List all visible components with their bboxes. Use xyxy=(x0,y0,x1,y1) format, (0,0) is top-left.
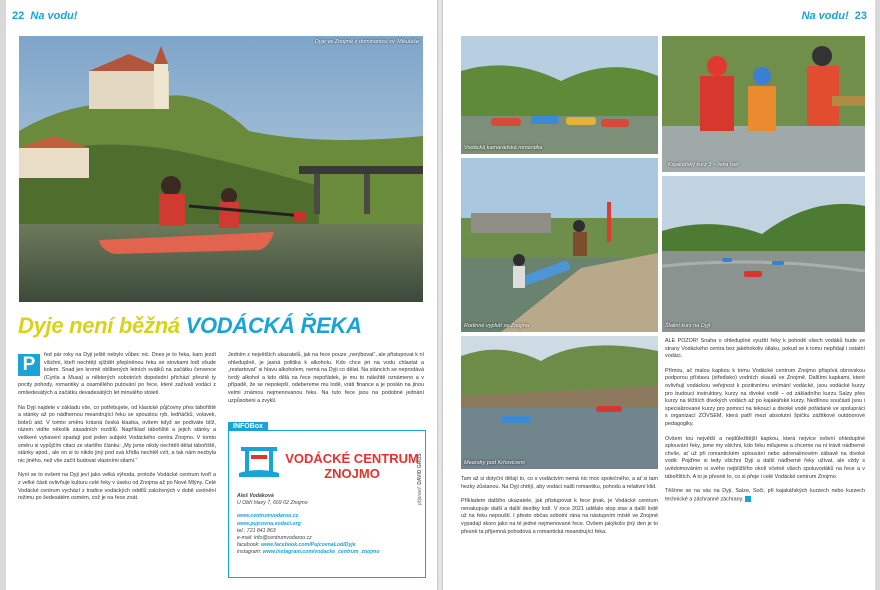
facebook-link[interactable]: www.facebook.com/PujcovnaLodiDyje xyxy=(260,542,356,549)
author-credit xyxy=(417,453,423,505)
contact-name: Aleš Vodáková xyxy=(237,493,274,499)
right-page-header xyxy=(802,10,867,22)
paragraph: ALE POZOR! Snaha o ohleduplné využití řeky k pohodě všech vodáků bude ze strany Vodáckého centra bez jakéhokoliv útlaku, pokud se k tomu nepřidají i ostatní vodáci. xyxy=(665,338,865,360)
end-mark-icon xyxy=(745,496,751,502)
headline-part1: Dyje není běžná xyxy=(18,313,180,338)
web-link-2[interactable]: www.pujcovna.vodaci.org xyxy=(237,520,301,527)
paragraph: Na Dyji najdete v základu vše, co potřebujete, od klasické půjčovny přes tábořiště a stánky až po nádhernou meandrující řeku se spoustou ryb, ledňáčků, volavek, bobrů atd. V tomto směru krásná česká klasika, ovšem když se podíváte blíž, rázem vidíte několik zásadních rozdílů. Například tábořiště a jejich stánky a veškeré vybavení spadají pod jeden subjekt Vodáckého centra Znojmo. V tomto směru si vypůjčím citaci ze startího článku: „My jsme nikdy nechtěli dělat tábořiště, stánky apod., ale on si to nikdo jiný pod svá křídla nechtěl vzít, a tak nám nezbyla nic jiného, než vše začít budovat vlastními silami.“ xyxy=(18,404,216,464)
web-link-1[interactable]: www.centrumvodaroo.cz xyxy=(237,513,299,520)
photo-family-launch xyxy=(461,158,658,332)
photo3-caption: Rodinné vyplutí ze Znojma xyxy=(464,323,530,329)
paragraph: Ovšem tou největší a nejdůležitější kapkou, která nejvíce ovlivní ohleduplné splouvání řeky, jsme my všichni, kdo řeku milujeme a chceme na ní trávit nádherné chvíle, ať už při romantickém splouvání nebo adrenalinovém zábavě na divoké vodě. Pojďme si tedy všichni Dyji a další nádherné řeky užívat, ale vždy s uvědomováním si svého nejbližšího okolí včetně všech spoluvodáků na řece a v tábořištích. A to je přesně to, co si přeje i celé Vodácké centrum Znojmo. xyxy=(665,435,865,480)
right-page xyxy=(443,0,875,590)
hero-caption: Dyje ve Znojmě s dominantou sv. Mikuláše xyxy=(314,39,419,45)
credit-label: připravil: xyxy=(417,486,423,505)
paragraph: Tam až si dotyční dělají to, co s vodáctvím nemá nic moc společného, a ať si tam hezky zůstanou. Na Dyji chtějí, aby vodáci našli romantiku, pohodu a relativní klid. xyxy=(461,476,658,490)
left-page-header xyxy=(12,10,77,22)
right-column-2 xyxy=(665,338,865,511)
contact-phone: tel.: 721 841 863 xyxy=(237,527,276,534)
left-page xyxy=(6,0,437,590)
photo5-caption: Meandry pod Krhovicemi xyxy=(464,460,525,466)
left-page-number: 22 xyxy=(12,10,25,22)
instagram-link[interactable]: www.instagram.com/vodacke_centrum_znojmo xyxy=(262,549,380,556)
paragraph: Těšíme se na vás na Dyji, Salze, Soči, při kajakářských kurzech nebo kurzech technické a záchranné záchrany. xyxy=(665,488,865,503)
facebook-label: facebook: xyxy=(237,542,260,549)
photo2-caption: Kajakářský kurz 3 – řeka Isel xyxy=(668,162,739,168)
dropcap: P xyxy=(18,354,40,376)
contact-email: e-mail: info@centrumvodaroo.cz xyxy=(237,535,312,542)
photo-kayak-romance xyxy=(461,36,658,154)
paragraph: Jedním z největších ukazatelů, jak na řece pouze „nerýbovat“, ale přistupovat k ní ohleduplně, je jasná politika k alkoholu. Kdo chce jet na vodu chlastat a „restartovat“ si hlavu alkoholem, nemá na Dyji co dělat. Na stáncích se neprodává tvrdý alkohol a kdo dělá na řece nepořádek, je mu to náležitě oznámeno a v případě, že se nepolepší, odebereme mu lodě, vrátí finance a je poslán na jinou velmi známou nejmenovanou řeku. Na tuto řece jsou na podobné jednání uzpůsobeni a zvyklí. xyxy=(228,352,424,404)
right-section-label: Na vodu! xyxy=(801,10,849,22)
contact-address: U Obří hlavy 7, 669 02 Znojmo xyxy=(237,500,308,507)
photo1-caption: Vodácká kamarádská romantika xyxy=(464,145,543,151)
article-headline xyxy=(18,313,362,339)
infobox-contact xyxy=(237,493,421,557)
paragraph: Příkladem dalšího ukazatele, jak přistupovat k řece jinak, je Vodácké centrum nenakupuje další a další desítky lodí. V roce 2021 udělalo stop stav a další lodě už na řeku nepouští. I přesto občas sobotní rána na nástupním místě ve Znojmě vypadají skoro jako na té jedné nejmenované řece. Ovšem jakýkoliv jiný den je to přesně ta příjemná pohodová a romantická meandrující řeka. xyxy=(461,498,658,535)
photo-meanders xyxy=(461,336,658,469)
photo4-caption: Šlalini kurz na Dyji xyxy=(665,323,710,329)
vodacke-centrum-logo-icon xyxy=(237,441,281,479)
paragraph: P řed pár roky na Dyji ještě nebylo vůbec nic. Dnes je to řeka, kam jezdí všichni, kteří nechtějí sjíždět přeplněnou řeku se stovkami lodí všude kolem. Snad jen kromě oblíbených letních svátků na začátku července (Cyrila a Musa) a některých sobotních dopolední přichází přesně ty pocity pohody, romantiky a osamělého putování po řece, které zažívali vodáci z omšedesátých a začátku devadesátých let minulého století. xyxy=(18,352,216,396)
left-section-label: Na vodu! xyxy=(30,10,78,22)
instagram-label: instagram: xyxy=(237,549,262,556)
photo-kayak-course xyxy=(662,36,865,172)
paragraph: Přímou, ač malou kapkou k tomu Vodácké centrum Znojmo přispívá obrovskou podporou přístavu (středisko) vodních skautů ve Znojmě. Dalšími kapkami, které ovlivňují vodáckou veřejnost k pozitivnímu vnímání vodácké, jsou vodácké kurzy pro budoucí instruktory, kurzy na divoké vodě – od základního kurzu Salzy přes kurzy na těžších divokých vodách až po kajakářské kurzy. Nedílnou součástí jsou i specializované kurzy pro pomoci na tekoucí a divoké vodě pořádané ve spolupráci s organizací ZÓVSEM, která patří mezi absolutní špičku zážitkové outdoorové pedagogiky. xyxy=(665,367,865,427)
photo-slalom-course xyxy=(662,176,865,332)
credit-name: DAVID GROS xyxy=(417,453,423,485)
hero-photo xyxy=(19,36,423,302)
headline-part2: VODÁCKÁ ŘEKA xyxy=(185,313,362,338)
logo-text: VODÁCKÉ CENTRUM ZNOJMO xyxy=(285,451,419,481)
right-page-number: 23 xyxy=(854,10,867,22)
left-column-2 xyxy=(228,352,424,412)
infobox-tab: INFOBox xyxy=(228,422,268,431)
paragraph: Nyní se to ovšem na Dyji jeví jako velká výhoda, protože Vodácké centrum tvoří a z velké části ovlivňuje kulturu celé řeky v úseku od Znojma až po Nové Mlýny. Celé Vodácké centrum vychází z tradice vodáckých oddílů založených v době uvolnění režimu po šedesátém osmém, což je na řece znát. xyxy=(18,472,216,502)
left-column-1 xyxy=(18,352,216,510)
infobox xyxy=(228,423,426,578)
right-column-1 xyxy=(461,476,658,543)
